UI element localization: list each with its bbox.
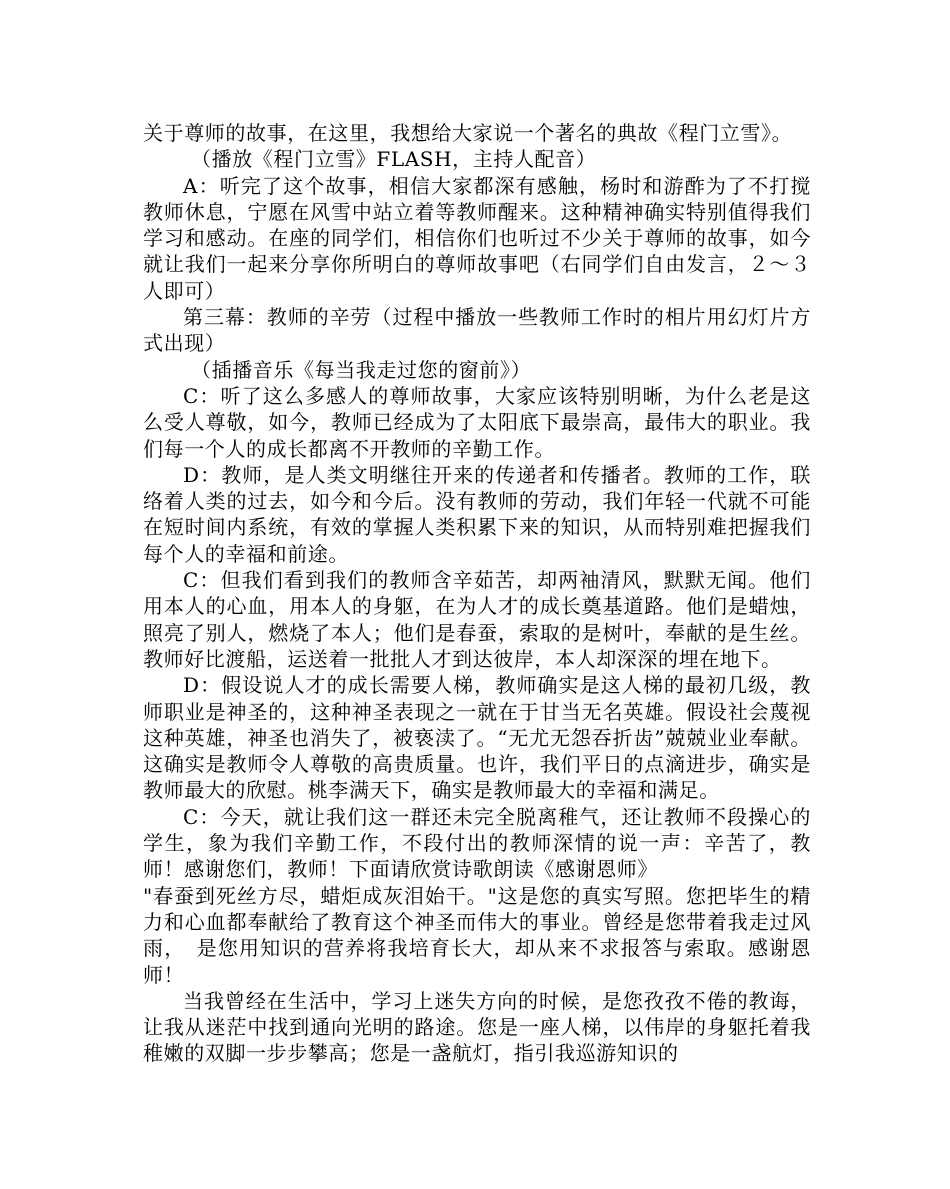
- paragraph-poem-guidance: 当我曾经在生活中，学习上迷失方向的时候，是您孜孜不倦的教诲，让我从迷茫中找到通向光明的路途。您是一座人梯，以伟岸的身躯托着我稚嫩的双脚一步步攀高；您是一盏航灯，指引我巡游知识的: [143, 988, 811, 1066]
- paragraph-a-story-reflection: A：听完了这个故事，相信大家都深有感触，杨时和游酢为了不打搅教师休息，宁愿在风雪中站立着等教师醒来。这种精神确实特别值得我们学习和感动。在座的同学们，相信你们也听过不少关于尊师的故事，如今就让我们一起来分享你所明白的尊师故事吧（右同学们自由发言，２～３人即可）: [143, 173, 811, 303]
- paragraph-c-respect: C：听了这么多感人的尊师故事，大家应该特别明晰，为什么老是这么受人尊敬，如今，教师已经成为了太阳底下最崇高，最伟大的职业。我们每一个人的成长都离不开教师的辛勤工作。: [143, 383, 811, 461]
- paragraph-d-ladder: D：假设说人才的成长需要人梯，教师确实是这人梯的最初几级，教师职业是神圣的，这种神圣表现之一就在于甘当无名英雄。假设社会蔑视这种英雄，神圣也消失了，被亵渎了。“无尤无怨吞折齿”兢兢业业奉献。这确实是教师令人尊敬的高贵质量。也许，我们平日的点滴进步，确实是教师最大的欣慰。桃李满天下，确实是教师最大的幸福和满足。: [143, 673, 811, 803]
- paragraph-stage-direction-flash: （播放《程门立雪》FLASH，主持人配音）: [191, 147, 597, 172]
- paragraph-d-transmitters: D：教师，是人类文明继往开来的传递者和传播者。教师的工作，联络着人类的过去，如今和今后。没有教师的劳动，我们年轻一代就不可能在短时间内系统，有效的掌握人类积累下来的知识，从而特别难把握我们每个人的幸福和前途。: [143, 462, 811, 566]
- paragraph-poem-opening: "春蚕到死丝方尽，蜡炬成灰泪始干。"这是您的真实写照。您把毕生的精力和心血都奉献给了教育这个神圣而伟大的事业。曾经是您带着我走过风雨， 是您用知识的营养将我培育长大，却从来不求报答与索取。感谢恩师！: [143, 883, 811, 987]
- paragraph-c-thanks: C：今天，就让我们这一群还未完全脱离稚气，还让教师不段操心的学生，象为我们辛勤工作，不段付出的教师深情的说一声：辛苦了，教师！感谢您们，教师！下面请欣赏诗歌朗读《感谢恩师》: [143, 804, 811, 882]
- paragraph-stage-direction-music: （插播音乐《每当我走过您的窗前》）: [191, 357, 532, 382]
- paragraph-intro: 关于尊师的故事，在这里，我想给大家说一个著名的典故《程门立雪》。: [143, 121, 793, 145]
- paragraph-c-sacrifice: C：但我们看到我们的教师含辛茹苦，却两袖清风，默默无闻。他们用本人的心血，用本人的身躯，在为人才的成长奠基道路。他们是蜡烛，照亮了别人，燃烧了本人；他们是春蚕，索取的是树叶，奉献的是生丝。教师好比渡船，运送着一批批人才到达彼岸，本人却深深的埋在地下。: [143, 568, 811, 671]
- document-body: [143, 120, 811, 1067]
- paragraph-act-three-heading: 第三幕：教师的辛劳（过程中播放一些教师工作时的相片用幻灯片方式出现）: [143, 305, 811, 356]
